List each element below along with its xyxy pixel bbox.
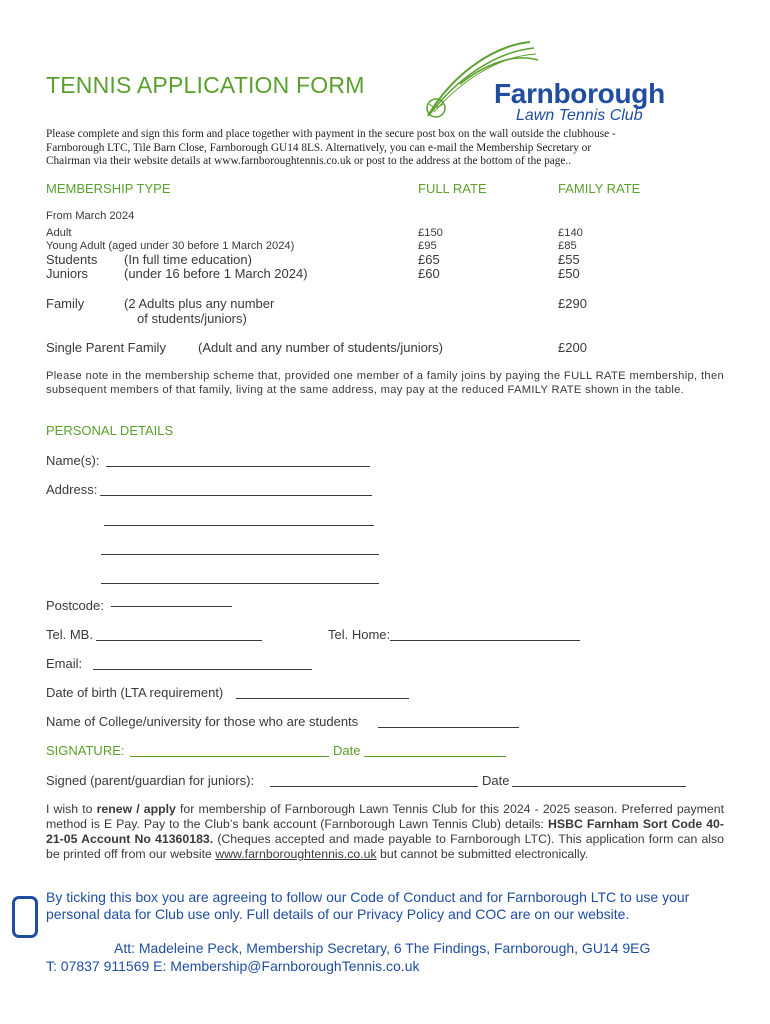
postcode-field[interactable] bbox=[111, 606, 232, 607]
email-label: Email: bbox=[46, 656, 83, 671]
tel-mb-label: Tel. MB. bbox=[46, 627, 93, 642]
signature-label: SIGNATURE: bbox=[46, 743, 125, 758]
intro-line-2: Farnborough LTC, Tile Barn Close, Farnborough GU14 8LS. Alternatively, you can e-mail the Membership Secretary or bbox=[46, 141, 592, 154]
tel-mb-field[interactable] bbox=[96, 640, 262, 641]
family-rate-note: Please note in the membership scheme that, provided one member of a family joins by paying the FULL RATE membership, then subsequent members of that family, living at the same address, may pay at the reduced FAMILY RATE shown in the table. bbox=[46, 370, 724, 396]
row-family-desc-2: of students/juniors) bbox=[137, 311, 247, 326]
row-single-parent-price: £200 bbox=[558, 340, 587, 355]
signed-guardian-field[interactable] bbox=[270, 786, 478, 787]
row-students-type: Students bbox=[46, 252, 98, 267]
consent-checkbox[interactable] bbox=[12, 896, 38, 938]
row-juniors-full: £60 bbox=[418, 266, 440, 281]
address-line-1-field[interactable] bbox=[100, 495, 372, 496]
signature-date-field[interactable] bbox=[364, 756, 506, 757]
row-juniors-family: £50 bbox=[558, 266, 580, 281]
row-students-family: £55 bbox=[558, 252, 580, 267]
row-students-full: £65 bbox=[418, 252, 440, 267]
personal-details-heading: PERSONAL DETAILS bbox=[46, 423, 174, 438]
dob-field[interactable] bbox=[236, 698, 409, 699]
renewal-text-4: but cannot be submitted electronically. bbox=[376, 847, 589, 861]
signature-date-label: Date bbox=[333, 743, 361, 758]
renewal-text-1: I wish to bbox=[46, 802, 97, 816]
row-family-type: Family bbox=[46, 296, 85, 311]
row-family-price: £290 bbox=[558, 296, 587, 311]
renew-apply-text: renew / apply bbox=[96, 802, 176, 816]
row-adult-family: £140 bbox=[558, 227, 583, 239]
tel-home-label: Tel. Home: bbox=[328, 627, 391, 642]
row-young-adult-family: £85 bbox=[558, 240, 577, 252]
contact-phone-email: T: 07837 911569 E: Membership@FarnboroughTennis.co.uk bbox=[46, 958, 420, 974]
consent-text: By ticking this box you are agreeing to follow our Code of Conduct and for Farnborough LTC to use your personal data for Club use only. Full details of our Privacy Policy and COC are on our website. bbox=[46, 889, 690, 922]
full-rate-heading: FULL RATE bbox=[418, 181, 487, 196]
family-rate-heading: FAMILY RATE bbox=[558, 181, 641, 196]
name-field[interactable] bbox=[106, 466, 370, 467]
renewal-paragraph bbox=[46, 802, 724, 862]
logo-subtitle: Lawn Tennis Club bbox=[516, 107, 643, 124]
renewal-text-3: (Cheques accepted and made payable to Farnborough LTC). This application form can also be printed off from our website bbox=[46, 832, 725, 861]
address-line-3-field[interactable] bbox=[101, 554, 379, 555]
row-adult-full: £150 bbox=[418, 227, 443, 239]
row-single-parent-desc: (Adult and any number of students/juniors) bbox=[198, 340, 443, 355]
signed-date-field[interactable] bbox=[512, 786, 686, 787]
row-single-parent-type: Single Parent Family bbox=[46, 340, 166, 355]
row-adult-type: Adult bbox=[46, 227, 72, 239]
name-label: Name(s): bbox=[46, 453, 100, 468]
address-line-4-field[interactable] bbox=[101, 583, 379, 584]
signed-date-label: Date bbox=[482, 773, 510, 788]
row-students-desc: (In full time education) bbox=[124, 252, 252, 267]
signed-guardian-label: Signed (parent/guardian for juniors): bbox=[46, 773, 255, 788]
postcode-label: Postcode: bbox=[46, 598, 104, 613]
address-line-2-field[interactable] bbox=[104, 525, 374, 526]
intro-text bbox=[46, 128, 731, 169]
college-field[interactable] bbox=[378, 727, 519, 728]
club-logo bbox=[420, 38, 680, 128]
page-title: TENNIS APPLICATION FORM bbox=[46, 72, 365, 98]
address-label: Address: bbox=[46, 482, 98, 497]
dob-label: Date of birth (LTA requirement) bbox=[46, 685, 224, 700]
website-link[interactable]: www.farnboroughtennis.co.uk bbox=[215, 847, 377, 861]
signature-field[interactable] bbox=[130, 756, 329, 757]
from-date: From March 2024 bbox=[46, 210, 135, 222]
email-field[interactable] bbox=[93, 669, 312, 670]
contact-address: Att: Madeleine Peck, Membership Secretary, 6 The Findings, Farnborough, GU14 9EG bbox=[114, 940, 651, 956]
row-juniors-desc: (under 16 before 1 March 2024) bbox=[124, 266, 308, 281]
renewal-text-2: for membership of Farnborough Lawn Tennis Club for this 2024 - 2025 season. Preferred payment method is E Pay. Pay to the Club’s bank account (Farnborough Lawn Tennis Club) details: bbox=[46, 802, 724, 831]
intro-line-1: Please complete and sign this form and place together with payment in the secure post box on the wall outside the clubhouse - bbox=[46, 128, 616, 140]
row-juniors-type: Juniors bbox=[46, 266, 88, 281]
logo-name: Farnborough bbox=[494, 78, 665, 109]
row-young-adult-type: Young Adult (aged under 30 before 1 March 2024) bbox=[46, 240, 295, 252]
membership-heading: MEMBERSHIP TYPE bbox=[46, 181, 171, 196]
college-label: Name of College/university for those who are students bbox=[46, 714, 359, 729]
row-family-desc-1: (2 Adults plus any number bbox=[124, 296, 275, 311]
tel-home-field[interactable] bbox=[390, 640, 580, 641]
intro-line-3: Chairman via their website details at www.farnboroughtennis.co.uk or post to the address at the bottom of the page.. bbox=[46, 155, 572, 167]
bank-details: HSBC Farnham Sort Code 40-21-05 Account No 41360183. bbox=[46, 817, 724, 846]
row-young-adult-full: £95 bbox=[418, 240, 437, 252]
